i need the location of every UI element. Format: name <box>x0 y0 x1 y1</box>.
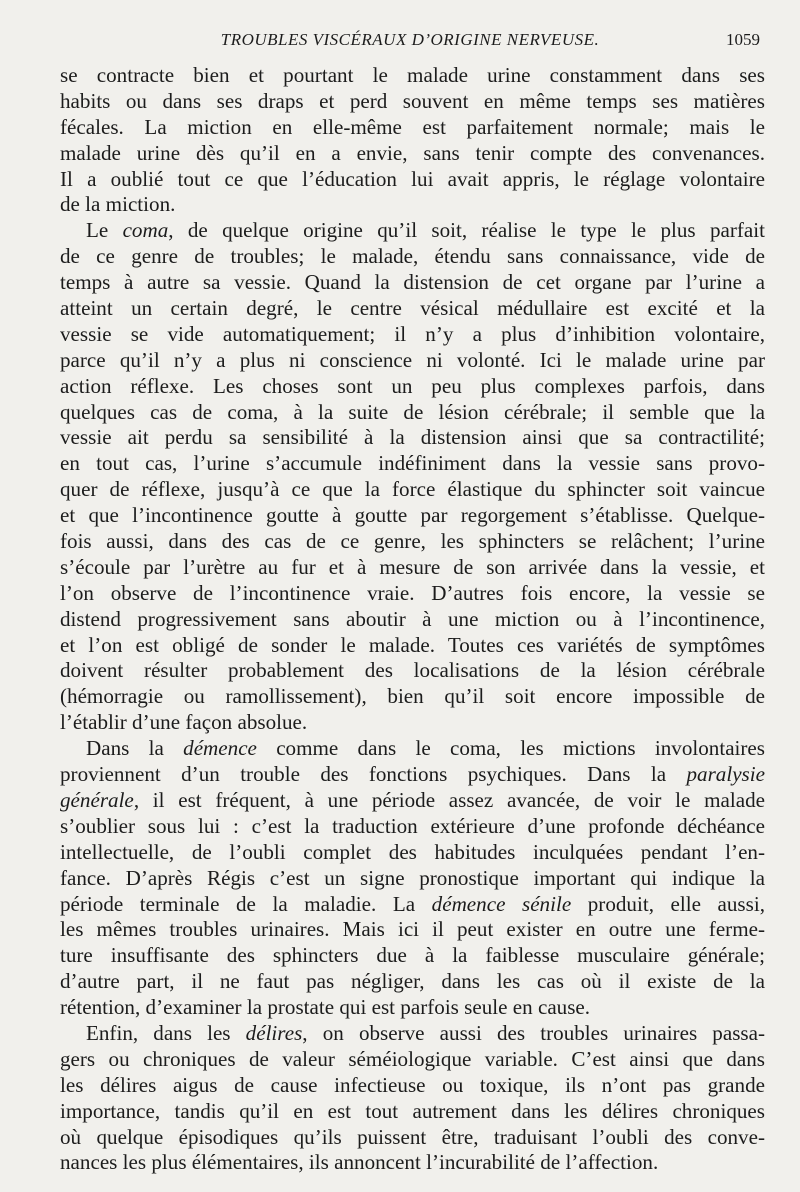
text-line: s’oublier sous lui : c’est la traduction extérieure d’une profonde déchéance <box>60 813 765 838</box>
body-text <box>60 63 765 1176</box>
text-line: gers ou chroniques de valeur séméiologique variable. C’est ainsi que dans <box>60 1046 765 1071</box>
text-line: Il a oublié tout ce que l’éducation lui avait appris, le réglage volontaire <box>60 166 765 191</box>
text-line: Enfin, dans les délires, on observe aussi des troubles urinaires passa- <box>86 1020 765 1045</box>
text-line: quelques cas de coma, à la suite de lésion cérébrale; il semble que la <box>60 399 765 424</box>
text-line: se contracte bien et pourtant le malade urine constamment dans ses <box>60 63 765 87</box>
text-line: ture insuffisante des sphincters due à la faiblesse musculaire générale; <box>60 943 765 968</box>
text-line: l’on observe de l’incontinence vraie. D’autres fois encore, la vessie se <box>60 580 765 605</box>
text-line: Dans la démence comme dans le coma, les mictions involontaires <box>86 736 765 761</box>
paragraph <box>60 218 765 736</box>
paragraph <box>60 736 765 1021</box>
text-line: proviennent d’un trouble des fonctions psychiques. Dans la paralysie <box>60 762 765 787</box>
text-line: période terminale de la maladie. La démence sénile produit, elle aussi, <box>60 891 765 916</box>
text-line: et l’on est obligé de sonder le malade. Toutes ces variétés de symptômes <box>60 632 765 657</box>
text-line: où quelque épisodiques qu’ils puissent être, traduisant l’oubli des conve- <box>60 1124 765 1149</box>
italic-term: délires <box>245 1020 303 1045</box>
text-line: temps à autre sa vessie. Quand la distension de cet organe par l’urine a <box>60 270 765 295</box>
text-line: s’écoule par l’urètre au fur et à mesure de son arrivée dans la vessie, et <box>60 554 765 579</box>
text-line: nances les plus élémentaires, ils annoncent l’incurabilité de l’affection. <box>60 1150 659 1175</box>
text-line: importance, tandis qu’il en est tout autrement dans les délires chroniques <box>60 1098 765 1123</box>
text-line: habits ou dans ses draps et perd souvent en même temps ses matières <box>60 88 765 113</box>
text-line: les délires aigus de cause infectieuse ou toxique, ils n’ont pas grande <box>60 1072 765 1097</box>
text-line: Le coma, de quelque origine qu’il soit, réalise le type le plus parfait <box>86 218 765 243</box>
text-line: malade urine dès qu’il en a envie, sans tenir compte des convenances. <box>60 140 765 165</box>
running-title: TROUBLES VISCÉRAUX D’ORIGINE NERVEUSE. <box>220 30 600 49</box>
text-line: fois aussi, dans des cas de ce genre, les sphincters se relâchent; l’urine <box>60 529 765 554</box>
text-line: intellectuelle, de l’oubli complet des habitudes inculquées pendant l’en- <box>60 839 765 864</box>
text-line: fance. D’après Régis c’est un signe pronostique important qui indique la <box>60 865 765 890</box>
text-line: de ce genre de troubles; le malade, étendu sans connaissance, vide de <box>60 244 765 269</box>
text-line: quer de réflexe, jusqu’à ce que la force élastique du sphincter soit vaincue <box>60 477 765 502</box>
text-line: fécales. La miction en elle-même est parfaitement normale; mais le <box>60 114 765 139</box>
text-line: générale, il est fréquent, à une période assez avancée, de voir le malade <box>60 787 765 812</box>
text-line: action réflexe. Les choses sont un peu plus complexes parfois, dans <box>60 373 765 398</box>
italic-term: paralysie <box>686 762 765 787</box>
italic-term: démence sénile <box>431 891 572 916</box>
page-number: 1059 <box>726 30 760 49</box>
text-line: en tout cas, l’urine s’accumule indéfiniment dans la vessie sans provo- <box>60 451 765 476</box>
text-line: (hémorragie ou ramollissement), bien qu’il soit encore impossible de <box>60 684 765 709</box>
paragraph <box>60 1021 765 1176</box>
text-line: les mêmes troubles urinaires. Mais ici il peut exister en outre une ferme- <box>60 917 765 942</box>
text-line: atteint un certain degré, le centre vésical médullaire est excité et la <box>60 296 765 321</box>
text-line: l’établir d’une façon absolue. <box>60 710 308 735</box>
page-header <box>60 30 760 54</box>
paragraph <box>60 63 765 218</box>
text-line: distend progressivement sans aboutir à une miction ou à l’incontinence, <box>60 606 765 631</box>
italic-term: coma <box>122 218 169 243</box>
text-line: vessie se vide automatiquement; il n’y a plus d’inhibition volontaire, <box>60 321 765 346</box>
text-line: et que l’incontinence goutte à goutte par regorgement s’établisse. Quelque- <box>60 503 765 528</box>
text-line: de la miction. <box>60 192 176 217</box>
text-line: d’autre part, il ne faut pas négliger, dans les cas où il existe de la <box>60 969 765 994</box>
italic-term: générale <box>60 787 134 812</box>
text-line: doivent résulter probablement des localisations de la lésion cérébrale <box>60 658 765 683</box>
text-line: vessie ait perdu sa sensibilité à la distension ainsi que sa contractilité; <box>60 425 765 450</box>
italic-term: démence <box>183 736 257 761</box>
text-line: parce qu’il n’y a plus ni conscience ni volonté. Ici le malade urine par <box>60 347 765 372</box>
text-line: rétention, d’examiner la prostate qui est parfois seule en cause. <box>60 995 591 1020</box>
